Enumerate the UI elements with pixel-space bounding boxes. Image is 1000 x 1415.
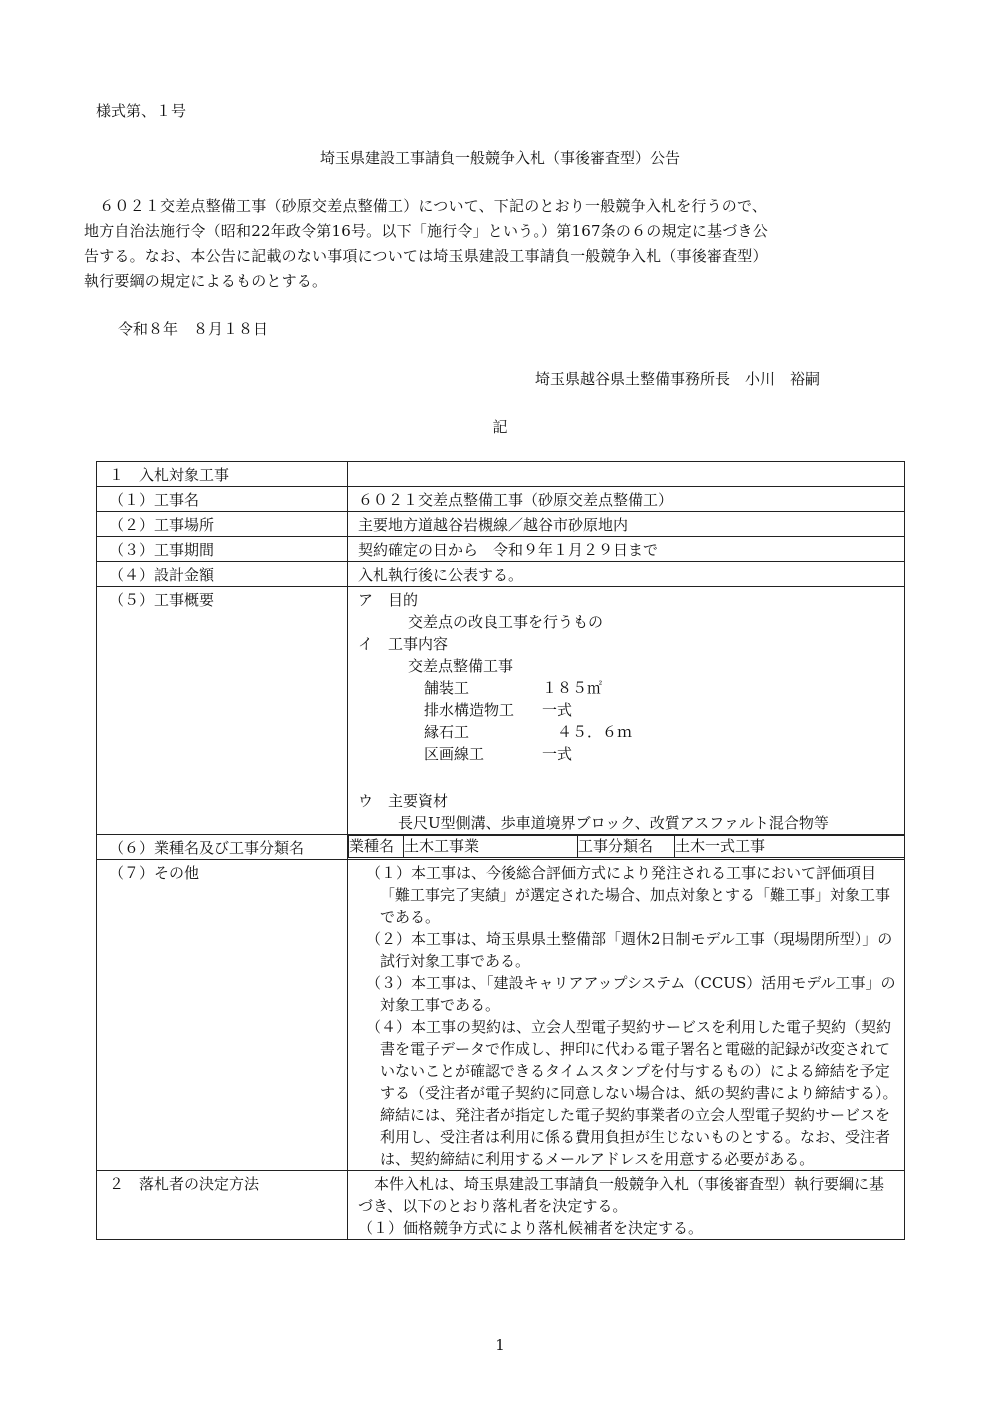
table-row bbox=[97, 562, 905, 587]
ki-heading: 記 bbox=[492, 418, 508, 436]
table-row bbox=[97, 587, 905, 835]
table-row bbox=[97, 487, 905, 512]
spec-qty: 一式 bbox=[542, 701, 573, 719]
row-label: （４）設計金額 bbox=[97, 562, 348, 587]
classification-table bbox=[348, 835, 904, 858]
materials-text: 長尺U型側溝、歩車道境界ブロック、改質アスファルト混合物等 bbox=[398, 814, 829, 832]
spec-name: 舗装工 bbox=[424, 679, 470, 697]
other-item: （４）本工事の契約は、立会人型電子契約サービスを利用した電子契約（契約書を電子データで作成し、押印に代わる電子署名と電磁的記録が改変されていないことが確認できるタイムスタンプを付与するもの）による締結を予定する（受注者が電子契約に同意しない場合は、紙の契約書により締結する）。締結には、発注者が指定した電子契約事業者の立会人型電子契約サービスを利用し、受注者は利用に係る費用負担が生じないものとする。なお、受注者は、契約締結に利用するメールアドレスを用意する必要がある。 bbox=[366, 1018, 898, 1168]
spec-item bbox=[358, 677, 904, 699]
intro-paragraph bbox=[84, 194, 914, 294]
row-label: （６）業種名及び工事分類名 bbox=[97, 835, 348, 860]
spec-qty: １８５㎡ bbox=[542, 679, 603, 697]
purpose-heading: ア 目的 bbox=[358, 591, 419, 609]
spacer bbox=[358, 765, 904, 790]
intro-line: 執行要綱の規定によるものとする。 bbox=[84, 272, 328, 290]
notice-table bbox=[96, 461, 905, 1240]
other-item: （３）本工事は、「建設キャリアアップシステム（CCUS）活用モデル工事」の対象工事である。 bbox=[366, 974, 896, 1014]
spec-qty: 一式 bbox=[542, 745, 573, 763]
row-label: （１）工事名 bbox=[97, 487, 348, 512]
page-number: 1 bbox=[495, 1336, 505, 1354]
row-value: 主要地方道越谷岩槻線／越谷市砂原地内 bbox=[348, 512, 905, 537]
industry-value: 土木工事業 bbox=[404, 836, 578, 858]
row-label: （７）その他 bbox=[97, 860, 348, 1171]
other-cell bbox=[348, 860, 905, 1171]
decision-cell bbox=[348, 1171, 905, 1240]
intro-line: ６０２１交差点整備工事（砂原交差点整備工）について、下記のとおり一般競争入札を行うので、 bbox=[84, 197, 768, 215]
overview-cell bbox=[348, 587, 905, 835]
decision-item: （１）価格競争方式により落札候補者を決定する。 bbox=[358, 1219, 704, 1237]
form-number: 様式第、１号 bbox=[96, 102, 187, 120]
spec-name: 排水構造物工 bbox=[424, 701, 515, 719]
spec-name: 縁石工 bbox=[424, 723, 470, 741]
row-value: 入札執行後に公表する。 bbox=[348, 562, 905, 587]
decision-text: 本件入札は、埼玉県建設工事請負一般競争入札（事後審査型）執行要綱に基づき、以下のとおり落札者を決定する。 bbox=[358, 1175, 885, 1215]
intro-line: 告する。なお、本公告に記載のない事項については埼玉県建設工事請負一般競争入札（事後審査型） bbox=[84, 247, 768, 265]
table-row bbox=[97, 835, 905, 860]
materials-heading: ウ 主要資材 bbox=[358, 792, 449, 810]
spec-name: 区画線工 bbox=[424, 745, 485, 763]
row-value: ６０２１交差点整備工事（砂原交差点整備工） bbox=[348, 487, 905, 512]
content-heading: イ 工事内容 bbox=[358, 635, 449, 653]
category-label: 工事分類名 bbox=[578, 836, 675, 858]
table-row bbox=[97, 462, 905, 487]
spec-qty: ４５．６ｍ bbox=[542, 723, 633, 741]
classification-cell bbox=[348, 835, 905, 860]
content-title: 交差点整備工事 bbox=[408, 657, 514, 675]
row-value: 契約確定の日から 令和９年１月２９日まで bbox=[348, 537, 905, 562]
other-item: （２）本工事は、埼玉県県土整備部「週休2日制モデル工事（現場閉所型）」の試行対象工事である。 bbox=[366, 930, 893, 970]
table-row bbox=[97, 860, 905, 1171]
table-row bbox=[97, 537, 905, 562]
row-label: （５）工事概要 bbox=[97, 587, 348, 835]
category-value: 土木一式工事 bbox=[675, 836, 905, 858]
purpose-text: 交差点の改良工事を行うもの bbox=[408, 613, 604, 631]
notice-date: 令和８年 ８月１８日 bbox=[118, 320, 269, 338]
issuer-name: 埼玉県越谷県土整備事務所長 小川 裕嗣 bbox=[535, 370, 821, 388]
intro-line: 地方自治法施行令（昭和22年政令第16号。以下「施行令」という。）第167条の６の規定に基づき公 bbox=[84, 222, 768, 240]
other-item: （１）本工事は、今後総合評価方式により発注される工事において評価項目「難工事完了実績」が選定された場合、加点対象とする「難工事」対象工事である。 bbox=[366, 864, 891, 926]
spec-item bbox=[358, 743, 904, 765]
table-row bbox=[97, 1171, 905, 1240]
row-label: １ 入札対象工事 bbox=[97, 462, 348, 487]
row-label: （３）工事期間 bbox=[97, 537, 348, 562]
row-label: （２）工事場所 bbox=[97, 512, 348, 537]
spec-item bbox=[358, 721, 904, 743]
page-title: 埼玉県建設工事請負一般競争入札（事後審査型）公告 bbox=[319, 149, 680, 167]
industry-label: 業種名 bbox=[349, 836, 404, 858]
row-value bbox=[348, 462, 905, 487]
spec-item bbox=[358, 699, 904, 721]
row-label: ２ 落札者の決定方法 bbox=[97, 1171, 348, 1240]
table-row bbox=[97, 512, 905, 537]
